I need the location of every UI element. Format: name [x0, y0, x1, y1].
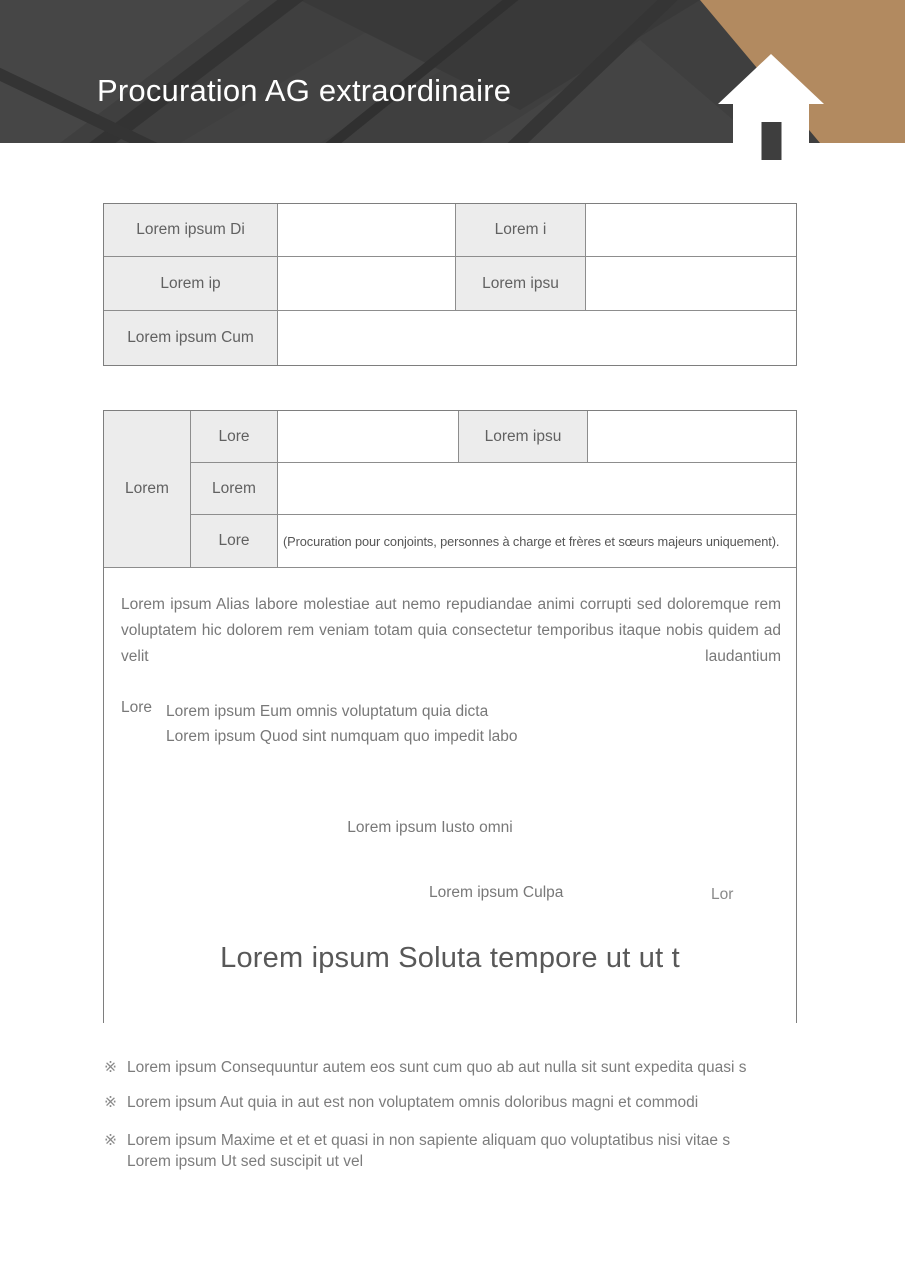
- form-table-main: [103, 410, 797, 1023]
- list-label: Lore: [121, 699, 153, 716]
- form-body: [104, 568, 796, 1024]
- footnote-line: Lorem ipsum Consequuntur autem eos sunt cum quo ab aut nulla sit sunt expedita quasi s: [127, 1059, 747, 1076]
- form-main-header: [104, 411, 796, 568]
- house-icon: [716, 52, 826, 160]
- body-center-line: Lorem ipsum Iusto omni: [347, 819, 513, 836]
- list-line: Lorem ipsum Eum omnis voluptatum quia dicta: [166, 703, 489, 720]
- input-cell[interactable]: [278, 311, 796, 365]
- signature-suffix: Lor: [711, 886, 734, 903]
- footnote-line: Lorem ipsum Aut quia in aut est non voluptatem omnis doloribus magni et commodi: [127, 1094, 699, 1111]
- field-label: Lorem ip: [104, 257, 278, 311]
- body-big-title: Lorem ipsum Soluta tempore ut ut t: [220, 942, 680, 974]
- input-cell[interactable]: [278, 463, 796, 515]
- reference-mark-icon: ※: [104, 1094, 117, 1111]
- signature-line: Lorem ipsum Culpa: [429, 884, 564, 901]
- footnote-text: [127, 1130, 730, 1172]
- list-line: Lorem ipsum Quod sint numquam quo impedit labo: [166, 728, 518, 745]
- form-table-top: [103, 203, 797, 366]
- input-cell[interactable]: [588, 411, 796, 463]
- input-cell[interactable]: [278, 204, 456, 257]
- field-note-french: (Procuration pour conjoints, personnes à charge et frères et sœurs majeurs uniquement).: [278, 515, 796, 567]
- group-label: Lorem: [104, 411, 191, 567]
- page-title: Procuration AG extraordinaire: [97, 73, 512, 108]
- input-cell[interactable]: [586, 204, 796, 257]
- field-label: Lorem ipsum Di: [104, 204, 278, 257]
- footnote-text: [127, 1092, 698, 1113]
- field-label: Lore: [191, 411, 278, 463]
- field-label: Lorem i: [456, 204, 586, 257]
- field-label: Lorem ipsu: [456, 257, 586, 311]
- input-cell[interactable]: [586, 257, 796, 311]
- footnotes: [104, 1057, 804, 1172]
- footnote: [104, 1130, 804, 1172]
- field-label: Lorem ipsu: [459, 411, 588, 463]
- field-label: Lorem ipsum Cum: [104, 311, 278, 365]
- reference-mark-icon: ※: [104, 1132, 117, 1149]
- body-paragraph: Lorem ipsum Alias labore molestiae aut nemo repudiandae animi corrupti sed doloremque rem voluptatem hic dolorem rem veniam totam quia consectetur temporibus itaque nobis quidem ad velit laudantium: [121, 596, 781, 665]
- field-label: Lore: [191, 515, 278, 567]
- body-list: [121, 699, 518, 749]
- list-lines: [166, 699, 518, 749]
- reference-mark-icon: ※: [104, 1059, 117, 1076]
- footnote: [104, 1057, 804, 1078]
- field-label: Lorem: [191, 463, 278, 515]
- footnote-line: Lorem ipsum Ut sed suscipit ut vel: [127, 1153, 364, 1170]
- footnote: [104, 1092, 804, 1113]
- input-cell[interactable]: [278, 257, 456, 311]
- footnote-line: Lorem ipsum Maxime et et et quasi in non sapiente aliquam quo voluptatibus nisi vitae s: [127, 1132, 731, 1149]
- footnote-text: [127, 1057, 747, 1078]
- input-cell[interactable]: [278, 411, 459, 463]
